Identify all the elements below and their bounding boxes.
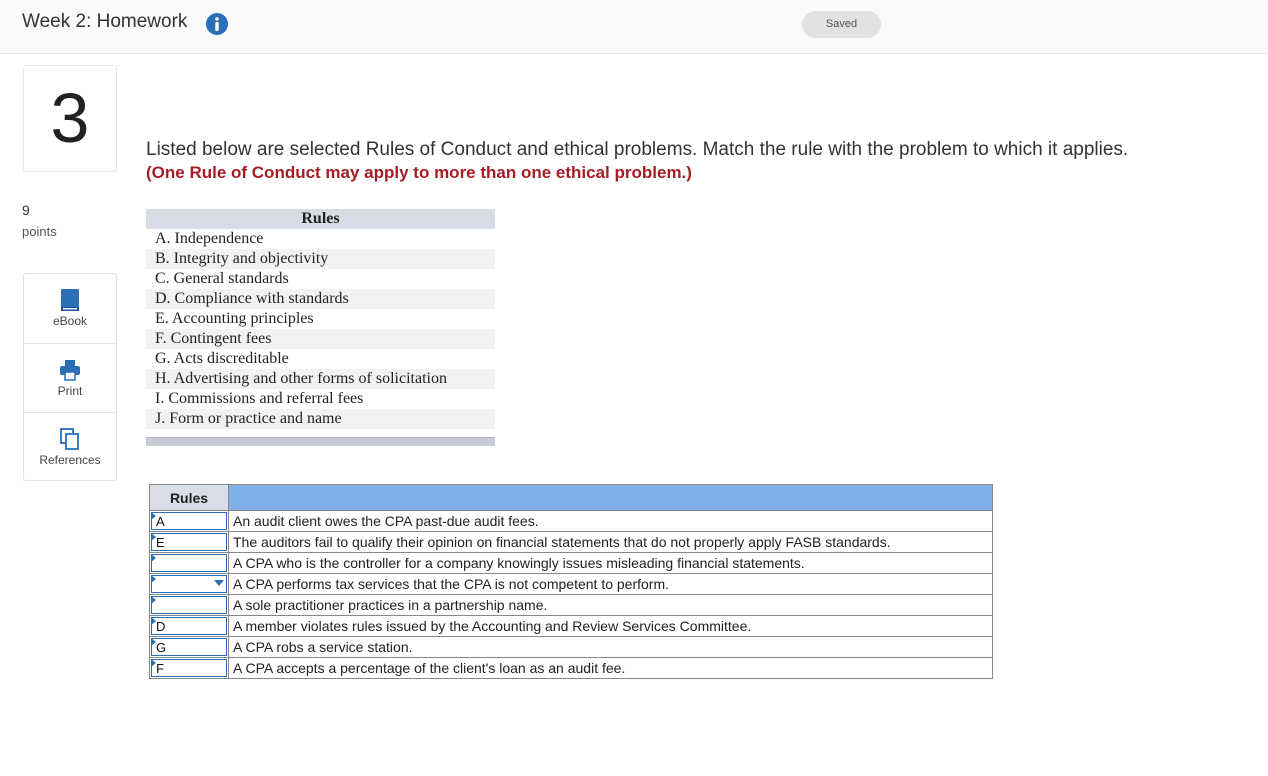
rule-select[interactable]: E [151,533,227,551]
printer-icon [59,358,81,382]
rule-item: I. Commissions and referral fees [155,390,364,407]
flag-icon [151,638,156,646]
print-label: Print [57,384,83,398]
rule-item: E. Accounting principles [155,310,314,327]
question-prompt: Listed below are selected Rules of Conduct and ethical problems. Match the rule with the problem to which it applies. [146,139,1129,160]
rule-item: G. Acts discreditable [155,350,289,367]
points-value: 9 [22,202,30,218]
saved-status-badge: Saved [802,11,881,38]
problem-column-header [229,485,993,511]
ebook-label: eBook [52,314,88,328]
problem-text: A CPA performs tax services that the CPA is not competent to perform. [229,574,993,595]
rule-select-cell [150,658,229,679]
rule-item: C. General standards [155,270,289,287]
problem-text: A CPA accepts a percentage of the client's loan as an audit fee. [229,658,993,679]
table-row [150,616,993,637]
rule-select[interactable]: F [151,659,227,677]
rule-select-cell [150,532,229,553]
table-row [150,637,993,658]
rule-select-cell [150,553,229,574]
points-label: points [22,224,57,239]
problem-text: A CPA robs a service station. [229,637,993,658]
table-row [150,553,993,574]
print-button[interactable] [24,343,116,412]
chevron-down-icon[interactable] [214,580,224,586]
rule-select-cell [150,595,229,616]
assignment-title: Week 2: Homework [22,11,188,32]
flag-icon [151,617,156,625]
flag-icon [151,596,156,604]
references-button[interactable] [24,412,116,481]
copy-icon [59,427,81,451]
rules-table-footer [146,437,495,446]
references-label: References [39,453,101,467]
table-row [150,511,993,532]
problem-text: A sole practitioner practices in a partnership name. [229,595,993,616]
problem-text: The auditors fail to qualify their opinion on financial statements that do not properly apply FASB standards. [229,532,993,553]
matching-table-header [150,485,993,511]
info-icon[interactable] [205,12,229,36]
rule-item: D. Compliance with standards [146,289,495,309]
rule-item: B. Integrity and objectivity [146,249,495,269]
flag-icon [151,575,156,583]
side-tools-panel [23,273,117,481]
rule-select[interactable]: D [151,617,227,635]
problem-text: An audit client owes the CPA past-due audit fees. [229,511,993,532]
rules-column-header: Rules [150,485,229,511]
rule-item: H. Advertising and other forms of solicitation [146,369,495,389]
question-number: 3 [50,79,90,157]
problem-text: A member violates rules issued by the Accounting and Review Services Committee. [229,616,993,637]
flag-icon [151,533,156,541]
top-bar [0,0,1268,54]
ebook-button[interactable] [24,274,116,342]
flag-icon [151,554,156,562]
problem-text: A CPA who is the controller for a company knowingly issues misleading financial statements. [229,553,993,574]
rule-select-cell [150,616,229,637]
rule-select[interactable] [151,554,227,572]
rule-item: J. Form or practice and name [146,409,495,429]
rule-select-cell [150,574,229,595]
flag-icon [151,512,156,520]
question-number-box [23,65,117,172]
table-row [150,595,993,616]
flag-icon [151,659,156,667]
rule-select[interactable] [151,596,227,614]
book-icon [59,288,81,312]
rule-item: A. Independence [155,230,264,247]
table-row [150,574,993,595]
rule-item: F. Contingent fees [146,329,495,349]
question-note: (One Rule of Conduct may apply to more than one ethical problem.) [146,163,692,182]
table-row [150,532,993,553]
rule-select-cell [150,511,229,532]
rules-table-header: Rules [146,209,495,229]
rule-select-cell [150,637,229,658]
rule-select[interactable]: A [151,512,227,530]
rule-select[interactable]: G [151,638,227,656]
matching-table [149,484,993,679]
rules-reference-table [146,209,495,446]
table-row [150,658,993,679]
